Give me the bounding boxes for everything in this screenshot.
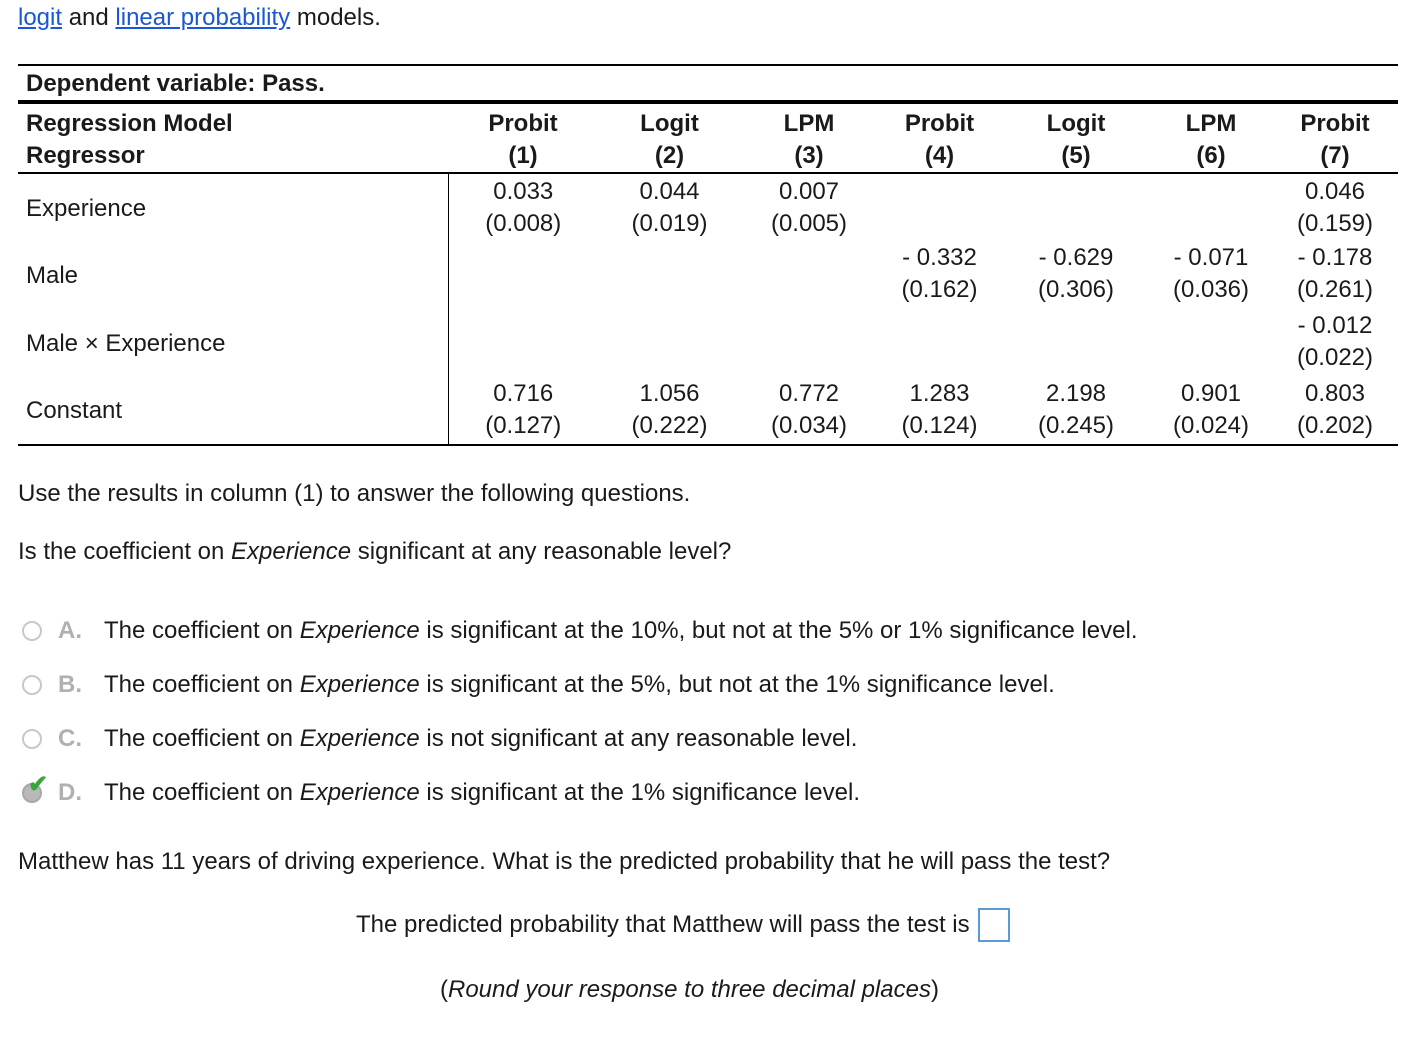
header-col-1 [448,104,598,173]
cell [1002,173,1150,242]
std-error: (0.261) [1296,276,1374,303]
cell [741,242,877,310]
cell [448,173,598,242]
coef: - 0.071 [1173,244,1249,271]
std-error: (0.245) [1037,412,1115,439]
cell [1150,310,1272,378]
row-label-male-x-experience: Male × Experience [18,310,448,378]
note-em: Round your response to three decimal places [448,976,931,1003]
header-col-4 [877,104,1002,173]
coef: 0.046 [1304,178,1366,205]
header-col-5 [1002,104,1150,173]
header-label-cell [18,104,448,173]
coef: - 0.332 [902,244,977,271]
table-row-male [18,242,1398,310]
coef: 2.198 [1045,380,1107,407]
header-col-6 [1150,104,1272,173]
std-error: (0.024) [1172,412,1250,439]
header-regression-model: Regression Model [26,110,233,137]
instructions-text: Use the results in column (1) to answer the following questions. [18,480,691,507]
choice-b[interactable] [22,671,1055,699]
std-error: (0.222) [631,412,708,439]
model-number: (5) [1061,142,1091,169]
coef: - 0.629 [1038,244,1114,271]
checkmark-icon: ✔ [28,771,49,798]
cell [598,173,741,242]
cell [1272,242,1398,310]
std-error: (0.124) [901,412,978,439]
choice-text-pre: The coefficient on [104,671,300,698]
choice-text-em: Experience [299,725,420,752]
question-2: Matthew has 11 years of driving experience. What is the predicted probability that he will pass the test? [18,848,1111,875]
cell [448,378,598,445]
choice-letter: C. [58,725,82,752]
answer-line [356,908,1010,942]
intro-suffix: models. [290,4,381,31]
header-col-2 [598,104,741,173]
std-error: (0.005) [770,210,848,237]
std-error: (0.159) [1296,210,1374,237]
choice-letter: B. [58,671,82,698]
cell [1272,173,1398,242]
choice-text-pre: The coefficient on [104,617,300,644]
std-error: (0.034) [770,412,848,439]
model-number: (1) [508,142,538,169]
cell [598,378,741,445]
model-name: Probit [904,110,975,137]
cell [1272,378,1398,445]
cell [448,310,598,378]
cell [598,242,741,310]
coef: 0.901 [1180,380,1242,407]
cell [1150,242,1272,310]
model-number: (2) [654,142,685,169]
model-number: (4) [924,142,955,169]
model-number: (7) [1320,142,1350,169]
std-error: (0.022) [1296,344,1374,371]
choice-letter: A. [58,617,82,644]
coef: 1.283 [909,380,970,407]
note-close: ) [930,976,939,1003]
coef: - 0.012 [1297,312,1373,339]
coef: 0.716 [493,380,554,407]
question-1-pre: Is the coefficient on [18,538,232,565]
cell [877,378,1002,445]
cell [1150,378,1272,445]
cell [1002,378,1150,445]
header-col-7 [1272,104,1398,173]
cell [741,173,877,242]
choice-a[interactable] [22,617,1138,645]
model-name: Logit [640,110,699,137]
model-name: LPM [783,110,835,137]
radio-button-d[interactable] [22,771,49,803]
table-row-experience [18,173,1398,242]
radio-button-c[interactable] [22,729,42,749]
cell [741,378,877,445]
std-error: (0.306) [1037,276,1115,303]
choice-c[interactable] [22,725,857,753]
note-open: ( [440,976,448,1003]
header-regressor: Regressor [26,142,145,169]
choice-c-text [104,725,857,753]
coef: - 0.178 [1297,244,1373,271]
header-col-3 [741,104,877,173]
model-name: Probit [488,110,558,137]
results-table [18,104,1398,446]
model-name: Logit [1046,110,1106,137]
std-error: (0.202) [1296,412,1374,439]
answer-prompt: The predicted probability that Matthew will pass the test is [356,911,970,938]
choice-text-post: is significant at the 1% significance level. [419,779,860,806]
coef: 1.056 [639,380,700,407]
std-error: (0.127) [485,412,562,439]
intro-and: and [62,4,116,31]
coef: 0.044 [639,178,700,205]
coef: 0.803 [1304,380,1366,407]
cell [448,242,598,310]
std-error: (0.008) [485,210,562,237]
cell [1272,310,1398,378]
model-number: (6) [1196,142,1226,169]
dependent-variable-label: Dependent variable: Pass. [26,70,325,97]
regression-table [18,64,1398,446]
rounding-note [440,976,939,1004]
choice-text-pre: The coefficient on [104,725,300,752]
radio-button-a[interactable] [22,621,42,641]
table-row-male-x-experience [18,310,1398,378]
model-name: Probit [1300,110,1370,137]
answer-input[interactable] [978,908,1010,942]
coef: 0.007 [778,178,840,205]
row-label-constant: Constant [18,378,448,445]
cell [741,310,877,378]
std-error: (0.036) [1172,276,1250,303]
choice-d[interactable] [22,771,860,807]
choice-text-em: Experience [299,779,420,806]
header-row [18,104,1398,173]
row-label-male: Male [18,242,448,310]
choice-text-post: is not significant at any reasonable level. [419,725,858,752]
cell [877,310,1002,378]
model-name: LPM [1185,110,1237,137]
choice-a-text [104,617,1138,645]
choice-text-post: is significant at the 5%, but not at the 1% significance level. [419,671,1055,698]
cell [1002,242,1150,310]
choice-b-text [104,671,1055,699]
table-row-constant [18,378,1398,445]
linear-probability-link[interactable]: linear probability [115,4,291,31]
cell [598,310,741,378]
row-label-experience: Experience [18,173,448,242]
coef: 0.033 [493,178,554,205]
cell [1150,173,1272,242]
intro-sentence [18,4,381,32]
cell [877,242,1002,310]
std-error: (0.019) [631,210,708,237]
cell [877,173,1002,242]
choice-letter: D. [58,779,82,806]
logit-link[interactable]: logit [18,4,63,31]
model-number: (3) [794,142,824,169]
coef: 0.772 [778,380,840,407]
question-1 [18,538,731,566]
std-error: (0.162) [901,276,978,303]
choice-text-pre: The coefficient on [104,779,300,806]
choice-text-em: Experience [299,671,420,698]
radio-button-b[interactable] [22,675,42,695]
cell [1002,310,1150,378]
question-1-em: Experience [231,538,352,565]
question-1-post: significant at any reasonable level? [351,538,732,565]
choice-text-post: is significant at the 10%, but not at the 5% or 1% significance level. [419,617,1138,644]
choice-text-em: Experience [299,617,420,644]
choice-d-text [104,779,860,807]
